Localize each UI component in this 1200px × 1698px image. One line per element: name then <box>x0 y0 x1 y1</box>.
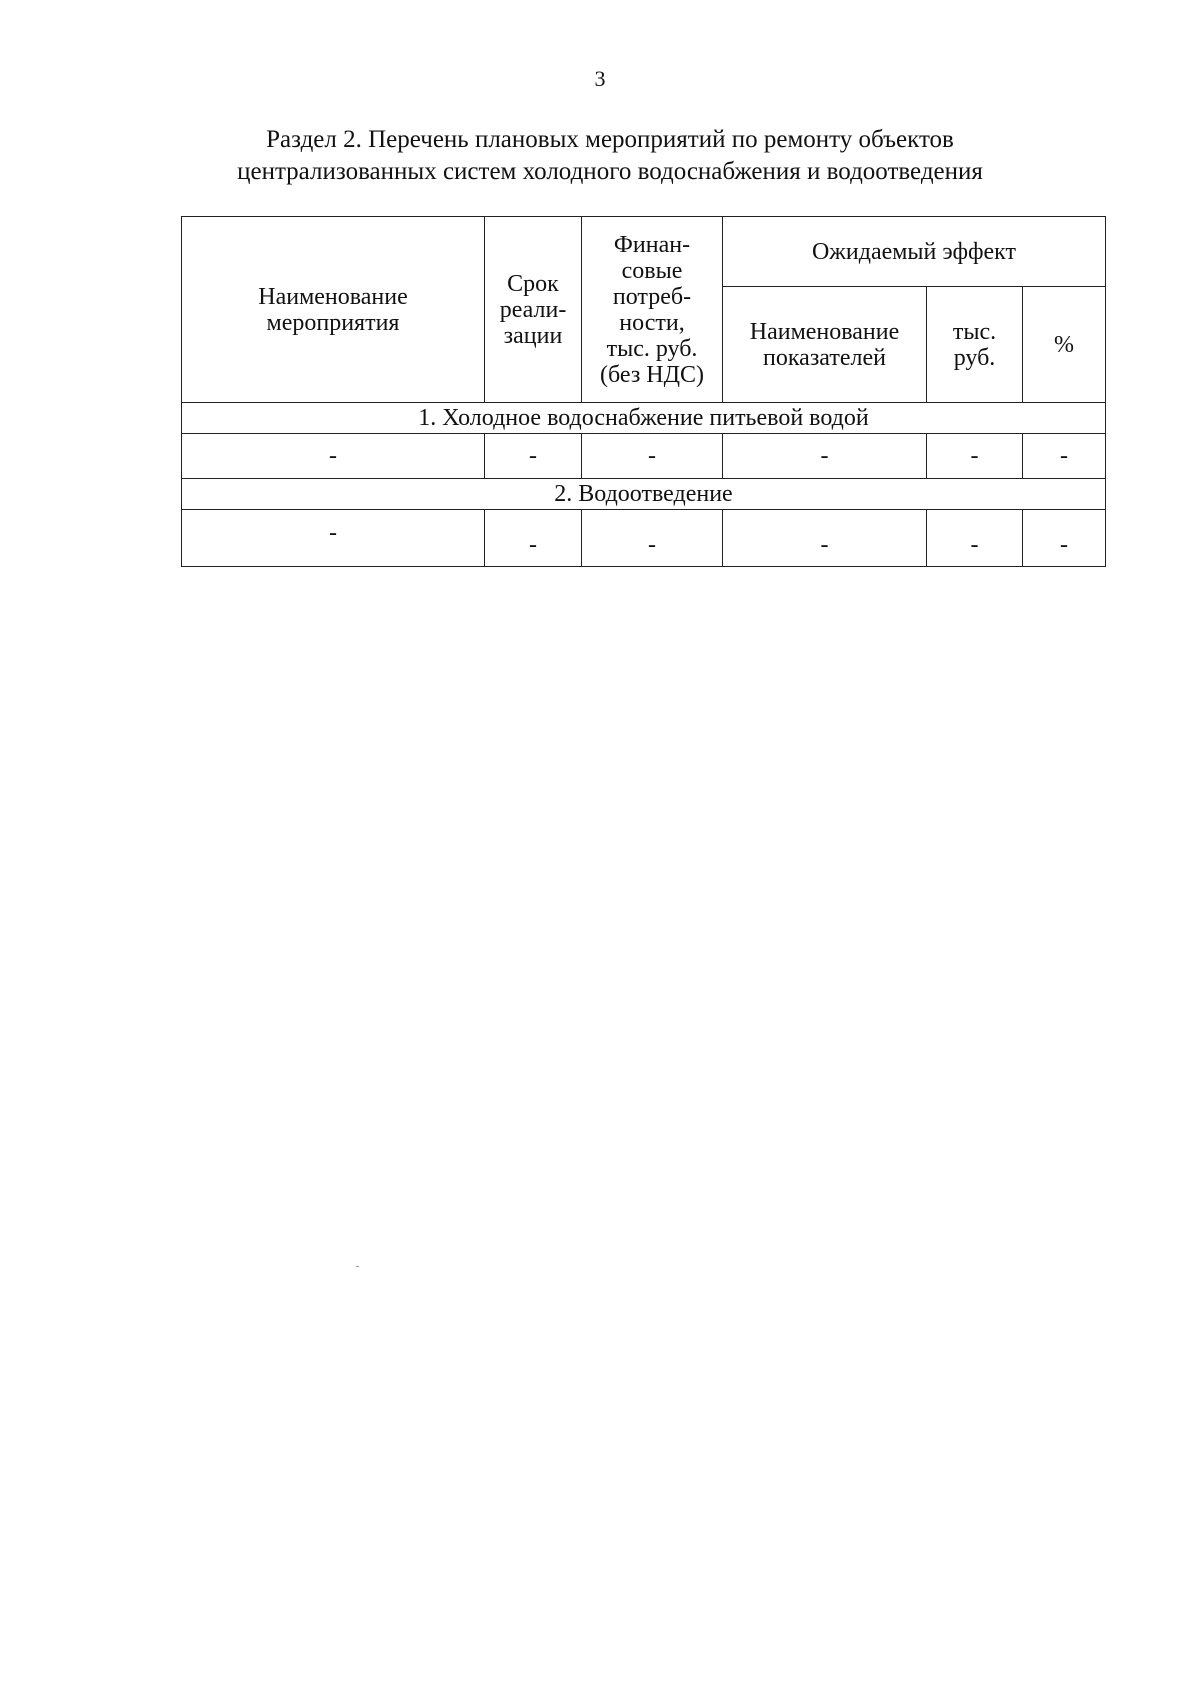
cell-indicator-name: - <box>723 434 927 479</box>
cell-financial-needs: - <box>582 510 723 567</box>
planned-measures-table <box>181 216 1106 567</box>
cell-effect-percent: - <box>1023 510 1106 567</box>
table-row <box>182 510 1106 567</box>
header-expected-effect: Ожидаемый эффект <box>723 217 1106 287</box>
cell-financial-needs: - <box>582 434 723 479</box>
cell-measure-name: - <box>182 434 485 479</box>
section-title-line-2: централизованных систем холодного водоснабжения и водоотведения <box>237 158 983 185</box>
table-header-row-1 <box>182 217 1106 287</box>
cell-effect-thousand-rub: - <box>927 434 1023 479</box>
cell-indicator-name: - <box>723 510 927 567</box>
section-title-cold-water: 1. Холодное водоснабжение питьевой водой <box>182 403 1106 434</box>
section-title-water-disposal: 2. Водоотведение <box>182 479 1106 510</box>
header-effect-thousand-rub: тыс. руб. <box>927 287 1023 403</box>
header-financial-needs: Финан- совые потреб- ности, тыс. руб. (без НДС) <box>582 217 723 403</box>
page-number: 3 <box>594 66 606 91</box>
cell-term: - <box>485 434 582 479</box>
cell-term: - <box>485 510 582 567</box>
section-row-cold-water <box>182 403 1106 434</box>
scan-speck <box>356 1266 359 1267</box>
cell-measure-name: - <box>182 510 485 567</box>
header-indicator-name: Наименование показателей <box>723 287 927 403</box>
section-row-water-disposal <box>182 479 1106 510</box>
section-title <box>160 124 1060 188</box>
table-row <box>182 434 1106 479</box>
header-term: Срок реали- зации <box>485 217 582 403</box>
cell-effect-thousand-rub: - <box>927 510 1023 567</box>
header-measure-name: Наименование мероприятия <box>182 217 485 403</box>
section-title-line-1: Раздел 2. Перечень плановых мероприятий по ремонту объектов <box>266 126 954 153</box>
cell-effect-percent: - <box>1023 434 1106 479</box>
header-effect-percent: % <box>1023 287 1106 403</box>
